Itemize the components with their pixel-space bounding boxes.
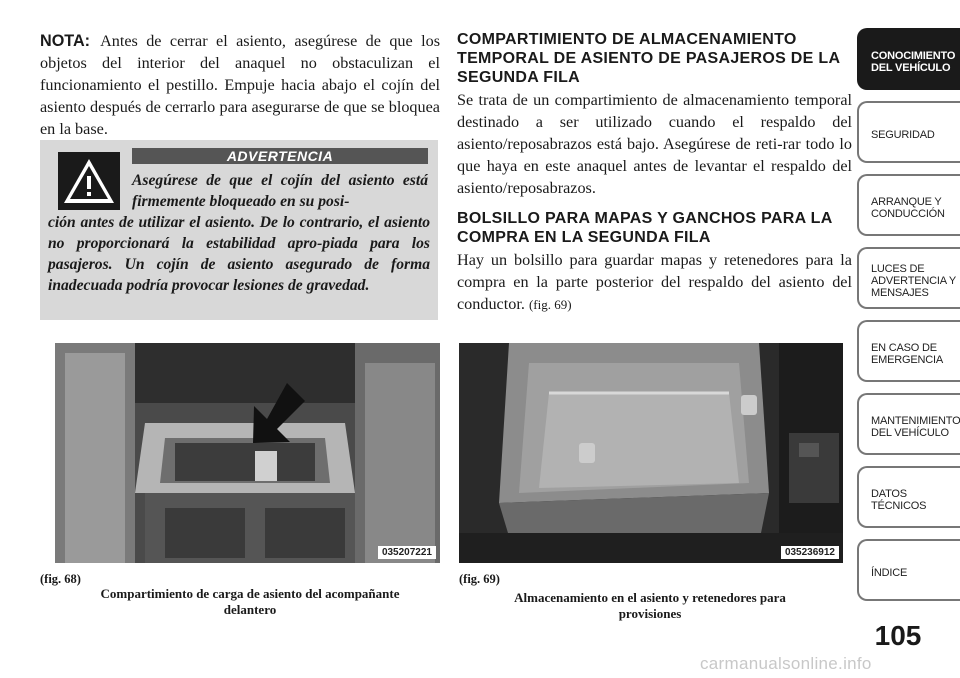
tab-conocimiento[interactable]	[857, 28, 960, 90]
left-column	[40, 30, 440, 140]
tab-label: EN CASO DE EMERGENCIA	[871, 342, 943, 366]
figure-69-code: 035236912	[781, 546, 839, 559]
map-pocket-paragraph	[457, 249, 852, 316]
storage-paragraph: Se trata de un compartimiento de almacenamiento temporal destinado a ser utilizado cuando el respaldo del asiento/reposabrazos está bajo. Asegúrese de reti-rar todo lo que haya en este anaquel antes de levantar el respaldo del asiento/reposabrazos.	[457, 91, 852, 197]
figure-69-label: (fig. 69)	[459, 572, 500, 586]
tab-label: CONOCIMIENTO DEL VEHÍCULO	[871, 50, 956, 74]
tab-label: DATOS TÉCNICOS	[871, 488, 927, 512]
tab-label: LUCES DE ADVERTENCIA Y MENSAJES	[871, 263, 956, 299]
note-paragraph	[40, 30, 440, 140]
figure-68-photo	[55, 343, 440, 563]
note-text: Antes de cerrar el asiento, asegúrese de que los objetos del interior del anaquel no obstaculizan el funcionamiento el pestillo. Empuje hacia abajo el cojín del asiento después de cerrarlo para asegurarse de que se bloquea en la base.	[40, 32, 440, 138]
tab-datos[interactable]	[857, 466, 960, 528]
map-pocket-text: Hay un bolsillo para guardar mapas y retenedores para la compra en la parte posterior del respaldo del asiento del conductor.	[457, 251, 852, 313]
tab-seguridad[interactable]	[857, 101, 960, 163]
page-number: 105	[874, 620, 922, 651]
note-label: NOTA:	[40, 32, 91, 50]
warning-triangle-icon	[58, 152, 120, 210]
tab-mantenimiento[interactable]	[857, 393, 960, 455]
tab-luces[interactable]	[857, 247, 960, 309]
tab-indice[interactable]	[857, 539, 960, 601]
tab-label: SEGURIDAD	[871, 129, 935, 141]
warning-text-top: Asegúrese de que el cojín del asiento está firmemente bloqueado en su posi-	[132, 172, 428, 210]
section-heading-storage: COMPARTIMIENTO DE ALMACENAMIENTO TEMPORAL DE ASIENTO DE PASAJEROS DE LA SEGUNDA FILA	[457, 31, 840, 86]
figure-68-label: (fig. 68)	[40, 572, 81, 586]
figure-68-code: 035207221	[378, 546, 436, 559]
seatback-pocket-illustration	[459, 343, 843, 563]
tab-emergencia[interactable]	[857, 320, 960, 382]
figure-68-caption: Compartimiento de carga de asiento del acompañante delantero	[100, 586, 400, 617]
warning-box	[40, 140, 438, 320]
tab-label: ARRANQUE Y CONDUCCIÓN	[871, 196, 945, 220]
figure-reference: (fig. 69)	[528, 297, 572, 312]
console-storage-illustration	[55, 343, 440, 563]
right-column	[457, 30, 852, 316]
tab-label: MANTENIMIENTO DEL VEHÍCULO	[871, 415, 960, 439]
tab-label: ÍNDICE	[871, 567, 908, 579]
figure-69-photo	[459, 343, 843, 563]
tab-arranque[interactable]	[857, 174, 960, 236]
section-heading-map-pocket: BOLSILLO PARA MAPAS Y GANCHOS PARA LA COMPRA EN LA SEGUNDA FILA	[457, 210, 832, 246]
warning-title: ADVERTENCIA	[132, 148, 428, 164]
warning-text-body: ción antes de utilizar el asiento. De lo contrario, el asiento no proporcionará la estabilidad apro-piada para los pasajeros. Un cojín de asiento asegurado de forma inadecuada podría provocar lesiones de gravedad.	[48, 214, 430, 294]
figure-69-caption: Almacenamiento en el asiento y retenedores para provisiones	[514, 590, 786, 621]
watermark: carmanualsonline.info	[700, 654, 872, 673]
